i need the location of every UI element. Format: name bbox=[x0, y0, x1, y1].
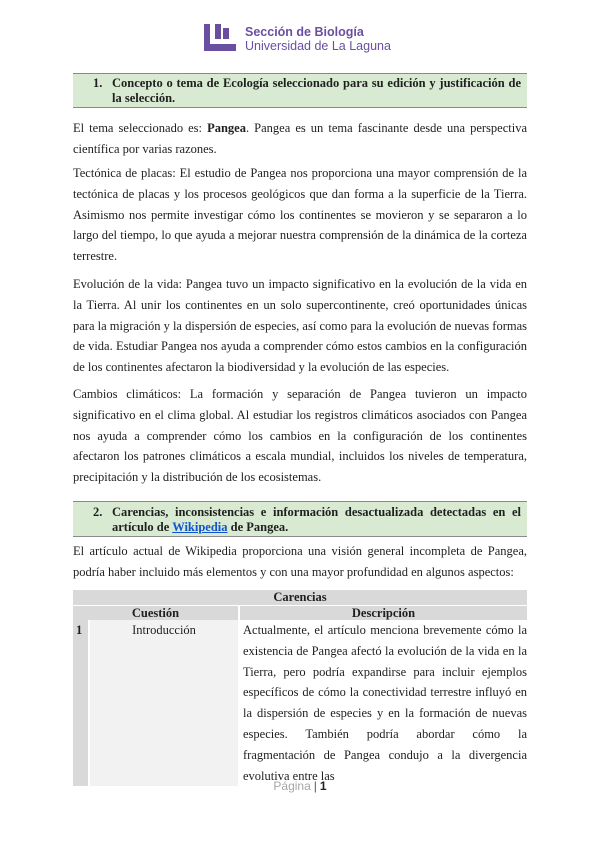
row-number: 1 bbox=[73, 620, 89, 786]
section-2-title-before: Carencias, inconsistencias e información desactualizada detectadas en el artículo de bbox=[112, 505, 521, 534]
intro-after: . Pangea es un tema fascinante desde una perspectiva científica por varias razones. bbox=[73, 121, 527, 156]
row-description: Actualmente, el artículo menciona brevemente cómo la existencia de Pangea afectó la evolución de la vida en la Tierra, pero podría expandirse para incluir ejemplos específicos de cómo la conectividad terrestre influyó en la dispersión de especies y en la formación de nuevas especies. También podría abordar cómo la fragmentación de Pangea condujo a la divergencia evolutiva entre las bbox=[239, 620, 527, 786]
section-1-heading bbox=[73, 73, 527, 108]
header-university-name: Universidad de La Laguna bbox=[245, 39, 391, 53]
column-header-question: Cuestión bbox=[73, 606, 239, 621]
section-2-number: 2. bbox=[93, 505, 103, 519]
section-1-title: Concepto o tema de Ecología seleccionado para su edición y justificación de la selección. bbox=[112, 76, 521, 105]
paragraph-plate-tectonics: Tectónica de placas: El estudio de Pangea nos proporciona una mayor comprensión de la tectónica de placas y los procesos geológicos que dan forma a la superficie de la Tierra. Asimismo nos permite investigar cómo los continentes se movieron y se separaron a lo largo del tiempo, lo que ayuda a mejorar nuestra comprensión de la dinámica de la corteza terrestre. bbox=[73, 166, 527, 264]
footer-label: Página bbox=[273, 779, 311, 793]
table-title: Carencias bbox=[73, 590, 527, 606]
wikipedia-link[interactable]: Wikipedia bbox=[172, 520, 228, 534]
header-section-name: Sección de Biología bbox=[245, 25, 364, 39]
carencias-table bbox=[73, 590, 527, 786]
section-2-heading bbox=[73, 501, 527, 537]
intro-topic: Pangea bbox=[207, 121, 246, 135]
university-logo-icon bbox=[203, 24, 237, 52]
paragraph-evolution: Evolución de la vida: Pangea tuvo un impacto significativo en la evolución de la vida en la Tierra. Al unir los continentes en un solo supercontinente, creó oportunidades únicas para la migración y la dispersión de especies, así como para la evolución de nuevas formas de vida. Estudiar Pangea nos ayuda a comprender cómo estos cambios en la configuración de los continentes afectaron la biodiversidad y la evolución de las especies. bbox=[73, 277, 528, 375]
header-text bbox=[245, 24, 391, 54]
column-header-description: Descripción bbox=[239, 606, 527, 621]
page-number: 1 bbox=[319, 779, 327, 793]
row-question: Introducción bbox=[89, 620, 239, 786]
header-logo bbox=[203, 24, 391, 54]
intro-before: El tema seleccionado es: bbox=[73, 121, 208, 135]
table-row bbox=[73, 620, 527, 786]
section-2-intro: El artículo actual de Wikipedia proporciona una visión general incompleta de Pangea, podría haber incluido más elementos y con una mayor profundidad en algunos aspectos: bbox=[73, 544, 527, 579]
footer-separator: | bbox=[313, 779, 317, 793]
page-footer bbox=[0, 779, 600, 793]
paragraph-climate: Cambios climáticos: La formación y separación de Pangea tuvieron un impacto significativo en el clima global. Al estudiar los registros climáticos asociados con Pangea nos ayuda a comprender cómo los cambios en la configuración de los continentes afectaron los patrones climáticos a escala mundial, incluidos los niveles de temperatura, precipitación y la distribución de los ecosistemas. bbox=[73, 387, 527, 485]
intro-paragraph bbox=[73, 118, 527, 160]
section-2-title bbox=[112, 505, 527, 535]
section-1-number: 1. bbox=[93, 76, 103, 90]
section-2-title-after: de Pangea. bbox=[227, 520, 289, 534]
